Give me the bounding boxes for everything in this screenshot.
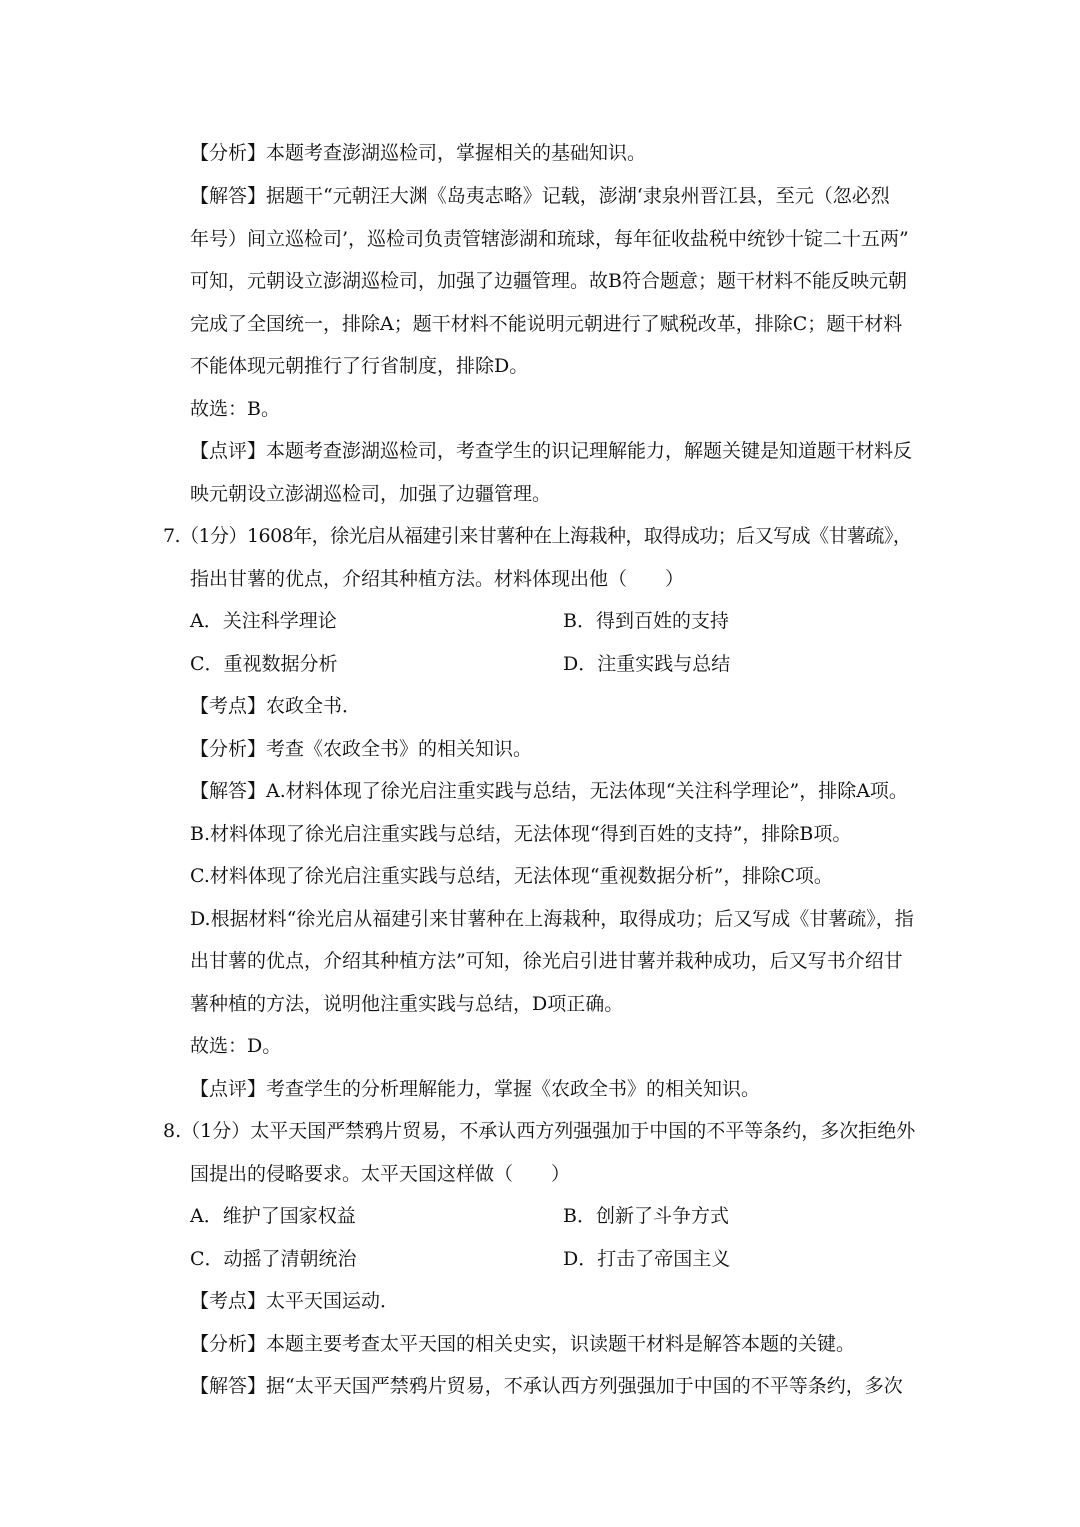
q7-stem-line: 7.（1分）1608年，徐光启从福建引来甘薯种在上海栽种，取得成功；后又写成《甘薯疏》， xyxy=(163,525,912,547)
q7-answer-line: 【解答】A.材料体现了徐光启注重实践与总结，无法体现“关注科学理论”，排除A项。 xyxy=(190,780,908,802)
q6-analysis: 【分析】本题考查澎湖巡检司，掌握相关的基础知识。 xyxy=(190,142,647,164)
q6-answer-line: 【解答】据题干“元朝汪大渊《岛夷志略》记载，澎湖‘隶泉州晋江县，至元（忽必烈 xyxy=(190,185,890,207)
q8-stem-line: 8.（1分）太平天国严禁鸦片贸易，不承认西方列强强加于中国的不平等条约，多次拒绝外 xyxy=(163,1120,916,1142)
q7-point: 【考点】农政全书． xyxy=(190,695,362,717)
q7-answer-line: B.材料体现了徐光启注重实践与总结，无法体现“得到百姓的支持”，排除B项。 xyxy=(190,823,852,845)
q7-comment: 【点评】考查学生的分析理解能力，掌握《农政全书》的相关知识。 xyxy=(190,1078,761,1100)
q6-answer-line: 完成了全国统一，排除A；题干材料不能说明元朝进行了赋税改革，排除C；题干材料 xyxy=(190,313,903,335)
q7-stem-line: 指出甘薯的优点，介绍其种植方法。材料体现出他（ ） xyxy=(190,568,685,590)
q7-analysis: 【分析】考查《农政全书》的相关知识。 xyxy=(190,738,533,760)
q7-option-d: D．注重实践与总结 xyxy=(563,653,731,675)
q7-answer-line: 薯种植的方法，说明他注重实践与总结，D项正确。 xyxy=(190,993,624,1015)
q6-answer-line: 可知，元朝设立澎湖巡检司，加强了边疆管理。故B符合题意；题干材料不能反映元朝 xyxy=(190,270,907,292)
q8-option-c: C．动摇了清朝统治 xyxy=(190,1248,357,1270)
q7-option-c: C．重视数据分析 xyxy=(190,653,338,675)
q6-answer-line: 年号）间立巡检司’，巡检司负责管辖澎湖和琉球，每年征收盐税中统钞十锭二十五两” xyxy=(190,228,909,250)
q7-answer-line: C.材料体现了徐光启注重实践与总结，无法体现“重视数据分析”，排除C项。 xyxy=(190,865,833,887)
q8-option-b: B．创新了斗争方式 xyxy=(563,1205,729,1227)
q6-choice: 故选：B。 xyxy=(190,398,280,420)
q8-option-a: A．维护了国家权益 xyxy=(190,1205,356,1227)
q7-option-b: B．得到百姓的支持 xyxy=(563,610,729,632)
q7-choice: 故选：D。 xyxy=(190,1035,282,1057)
q8-stem-line: 国提出的侵略要求。太平天国这样做（ ） xyxy=(190,1163,571,1185)
q6-answer-line: 不能体现元朝推行了行省制度，排除D。 xyxy=(190,355,529,377)
q8-option-d: D．打击了帝国主义 xyxy=(563,1248,731,1270)
q7-answer-line: 出甘薯的优点，介绍其种植方法”可知，徐光启引进甘薯并栽种成功，后又写书介绍甘 xyxy=(190,950,903,972)
q6-comment-line: 【点评】本题考查澎湖巡检司，考查学生的识记理解能力，解题关键是知道题干材料反 xyxy=(190,440,913,462)
q8-analysis: 【分析】本题主要考查太平天国的相关史实，识读题干材料是解答本题的关键。 xyxy=(190,1333,856,1355)
q8-point: 【考点】太平天国运动． xyxy=(190,1290,400,1312)
q6-comment-line: 映元朝设立澎湖巡检司，加强了边疆管理。 xyxy=(190,483,552,505)
q7-option-a: A．关注科学理论 xyxy=(190,610,337,632)
q7-answer-line: D.根据材料“徐光启从福建引来甘薯种在上海栽种，取得成功；后又写成《甘薯疏》，指 xyxy=(190,908,914,930)
q8-answer-start: 【解答】据“太平天国严禁鸦片贸易，不承认西方列强强加于中国的不平等条约，多次 xyxy=(190,1375,903,1397)
